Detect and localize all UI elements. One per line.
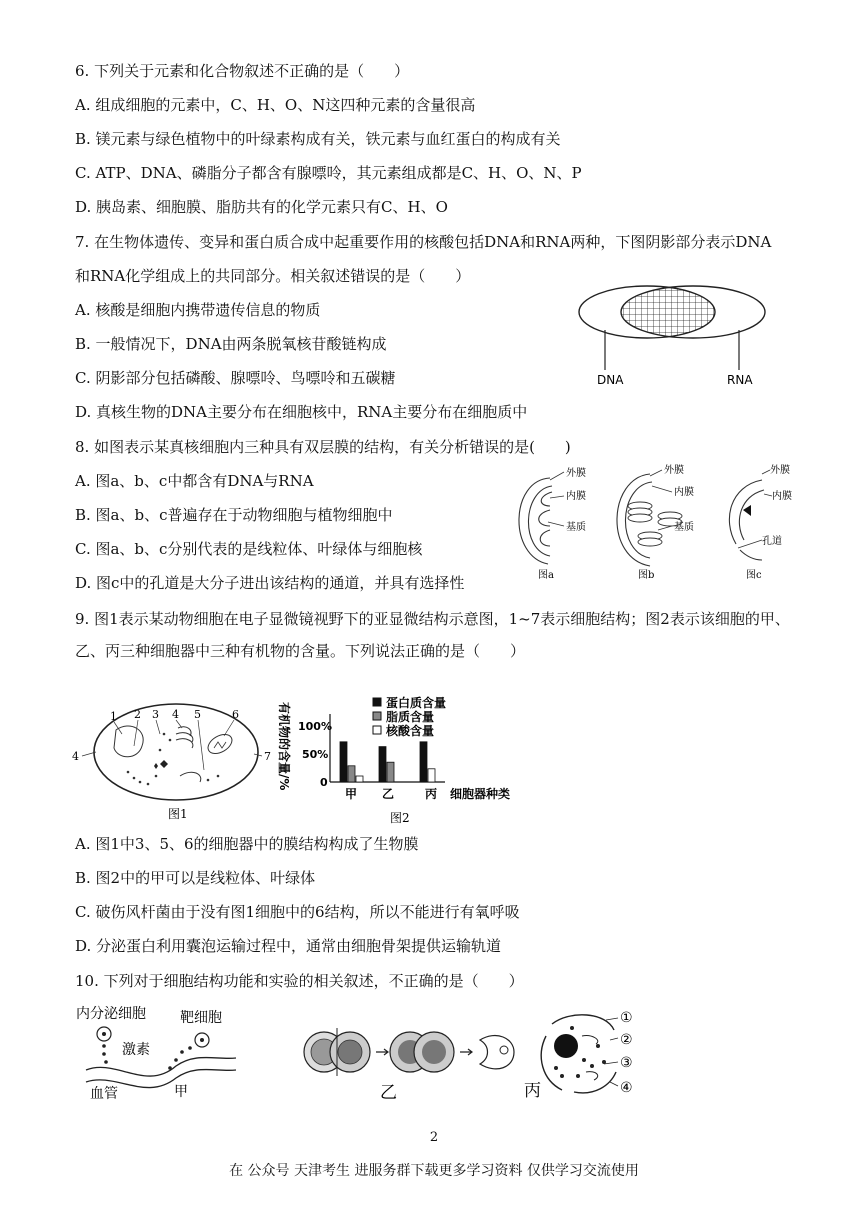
chloro-inner-label: 内膜 — [674, 487, 694, 498]
fig1-caption: 图1 — [168, 807, 188, 821]
q7-option-a: A. 核酸是细胞内携带遗传信息的物质 — [75, 301, 321, 319]
fig-bing-label: 丙 — [524, 1081, 541, 1101]
nucleus-pore-label: 孔道 — [762, 536, 782, 547]
nucleus-inner-label: 内膜 — [772, 491, 792, 502]
q7-stem-line1: 7. 在生物体遗传、变异和蛋白质合成中起重要作用的核酸包括DNA和RNA两种，下图阴影部分表示DNA — [75, 233, 772, 251]
chart-xlabel: 细胞器种类 — [450, 787, 511, 801]
dna-label: DNA — [597, 373, 624, 387]
arrow-1 — [376, 1049, 388, 1055]
fig1-number-6: 6 — [232, 708, 239, 721]
q9-option-d: D. 分泌蛋白利用囊泡运输过程中，通常由细胞骨架提供运输轨道 — [75, 937, 502, 955]
q8-organelle-figures — [500, 460, 800, 585]
q10-fig-jia — [76, 1002, 236, 1102]
q8-option-c: C. 图a、b、c分别代表的是线粒体、叶绿体与细胞核 — [75, 540, 423, 558]
bar-lipid-2 — [387, 762, 394, 782]
fig-c-caption: 图c — [746, 570, 762, 581]
q6-option-d: D. 胰岛素、细胞膜、脂肪共有的化学元素只有C、H、O — [75, 198, 448, 216]
q7-option-b: B. 一般情况下，DNA由两条脱氧核苷酸链构成 — [75, 335, 387, 353]
chart-ylabel: 有机物的含量/% — [277, 702, 291, 791]
target-cell-label: 靶细胞 — [180, 1010, 222, 1026]
bing-label-3: ③ — [620, 1055, 633, 1071]
legend-protein: 蛋白质含量 — [386, 696, 447, 710]
fig1-number-4: 4 — [172, 708, 179, 721]
mitochondrion-shape — [205, 731, 236, 758]
mito-outer-label: 外膜 — [566, 468, 586, 479]
bar-nucleic-1 — [356, 776, 363, 782]
bar-protein-2 — [379, 747, 386, 782]
chart-legend — [373, 695, 446, 738]
q8-option-d: D. 图c中的孔道是大分子进出该结构的通道，并具有选择性 — [75, 574, 465, 592]
q9-option-a: A. 图1中3、5、6的细胞器中的膜结构构成了生物膜 — [75, 835, 419, 853]
fig1-number-7: 7 — [264, 750, 271, 763]
bing-label-1: ① — [620, 1010, 633, 1026]
q7-option-d: D. 真核生物的DNA主要分布在细胞核中，RNA主要分布在细胞质中 — [75, 403, 528, 421]
q9-stem-line2: 乙、丙三种细胞器中三种有机物的含量。下列说法正确的是（ ） — [75, 642, 526, 660]
legend-swatch-lipid — [373, 712, 381, 720]
bing-label-2: ② — [620, 1032, 633, 1048]
q6-option-b: B. 镁元素与绿色植物中的叶绿素构成有关，铁元素与血红蛋白的构成有关 — [75, 130, 561, 148]
mitochondrion-drawing — [519, 478, 552, 564]
mito-inner-label: 内膜 — [566, 491, 586, 502]
nucleolus — [554, 1034, 578, 1058]
rna-label: RNA — [727, 373, 753, 387]
q9-option-c: C. 破伤风杆菌由于没有图1细胞中的6结构，所以不能进行有氧呼吸 — [75, 903, 520, 921]
q8-option-b: B. 图a、b、c普遍存在于动物细胞与植物细胞中 — [75, 506, 393, 524]
fused-cell — [480, 1036, 514, 1069]
nuclear-pore — [743, 505, 751, 516]
q9-fig1-cell — [68, 690, 283, 825]
nucleus-outer-label: 外膜 — [770, 465, 790, 476]
q10-stem: 10. 下列对于细胞结构功能和实验的相关叙述，不正确的是（ ） — [75, 972, 524, 990]
q9-stem-line1: 9. 图1表示某动物细胞在电子显微镜视野下的亚显微结构示意图，1~7表示细胞结构；图2表示该细胞的甲、 — [75, 610, 790, 628]
bar-protein-1 — [340, 742, 347, 782]
fig-jia-label: 甲 — [174, 1084, 188, 1100]
q6-option-a: A. 组成细胞的元素中，C、H、O、N这四种元素的含量很高 — [75, 96, 476, 114]
fusion-step-2 — [390, 1032, 454, 1072]
page-number: 2 — [429, 1130, 439, 1145]
chloro-matrix-label: 基质 — [674, 522, 694, 533]
category-yi: 乙 — [382, 787, 395, 801]
q7-option-c: C. 阴影部分包括磷酸、腺嘌呤、鸟嘌呤和五碳糖 — [75, 369, 396, 387]
vessel-label: 血管 — [90, 1086, 118, 1102]
golgi-shape — [176, 727, 193, 748]
fig1-number-3: 3 — [152, 708, 159, 721]
q8-stem: 8. 如图表示某真核细胞内三种具有双层膜的结构，有关分析错误的是( ) — [75, 438, 571, 456]
category-bing: 丙 — [425, 787, 438, 801]
fig2-caption: 图2 — [390, 811, 410, 825]
q7-stem-line2: 和RNA化学组成上的共同部分。相关叙述错误的是（ ） — [75, 267, 471, 285]
nucleus-shape — [114, 726, 143, 757]
nucleus-drawing — [729, 480, 764, 560]
bar-lipid-1 — [348, 766, 355, 782]
legend-lipid: 脂质含量 — [386, 710, 435, 724]
q8-option-a: A. 图a、b、c中都含有DNA与RNA — [75, 472, 314, 490]
q9-option-b: B. 图2中的甲可以是线粒体、叶绿体 — [75, 869, 316, 887]
q6-option-c: C. ATP、DNA、磷脂分子都含有腺嘌呤，其元素组成都是C、H、O、N、P — [75, 164, 582, 182]
fig1-number-1: 1 — [110, 710, 117, 723]
fusion-step-1 — [304, 1028, 370, 1076]
fig1-number-5: 5 — [194, 708, 201, 721]
hormone-label: 激素 — [122, 1042, 150, 1058]
vessel-wall-bottom — [86, 1070, 236, 1088]
footer-notice: 在 公众号 天津考生 进服务群下载更多学习资料 仅供学习交流使用 — [229, 1163, 639, 1179]
q10-fig-bing — [522, 1006, 652, 1101]
y-tick-100: 100% — [298, 720, 332, 733]
fig-yi-label: 乙 — [380, 1083, 397, 1102]
q9-fig2-chart — [270, 686, 520, 826]
y-tick-0: 0 — [320, 776, 328, 789]
ribosome-dots — [127, 733, 220, 786]
q7-venn-figure — [575, 284, 775, 394]
category-jia: 甲 — [345, 787, 358, 801]
er-shape — [180, 772, 201, 782]
q10-fig-yi — [300, 1022, 530, 1102]
bing-label-4: ④ — [620, 1080, 633, 1096]
legend-swatch-nucleic — [373, 726, 381, 734]
bar-protein-3 — [420, 742, 427, 782]
q6-stem: 6. 下列关于元素和化合物叙述不正确的是（ ） — [75, 62, 410, 80]
legend-nucleic: 核酸含量 — [386, 724, 435, 738]
chloro-outer-label: 外膜 — [664, 465, 684, 476]
legend-swatch-protein — [373, 698, 381, 706]
y-tick-50: 50% — [302, 748, 329, 761]
endocrine-cell-label: 内分泌细胞 — [76, 1006, 146, 1022]
fig-a-caption: 图a — [538, 570, 554, 581]
fig-b-caption: 图b — [638, 570, 655, 581]
fig1-number-2: 2 — [134, 708, 141, 721]
fig1-number-4-left: 4 — [72, 750, 79, 763]
vessel-wall-top — [86, 1058, 236, 1077]
mito-matrix-label: 基质 — [566, 522, 586, 533]
centrosome-shape — [154, 760, 168, 769]
arrow-2 — [460, 1049, 472, 1055]
bar-nucleic-3 — [428, 769, 435, 782]
